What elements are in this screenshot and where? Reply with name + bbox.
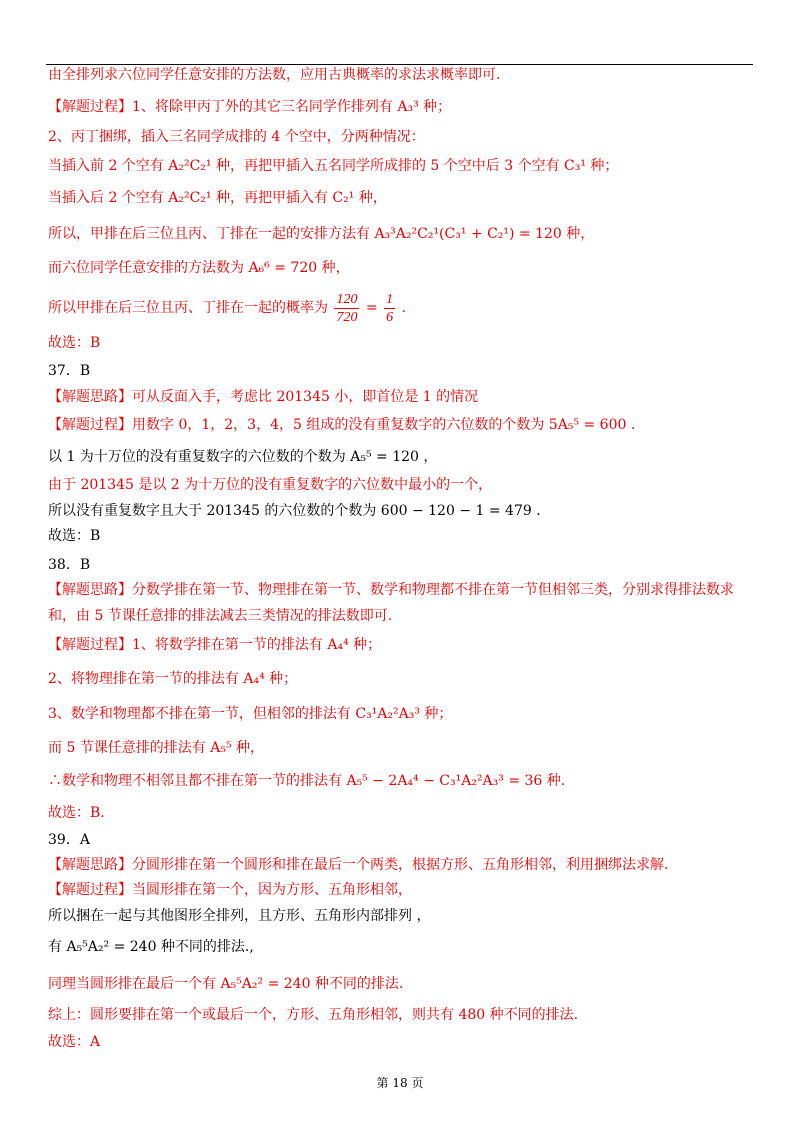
- text-line-32: 综上：圆形要排在第一个或最后一个，方形、五角形相邻，则共有 480 种不同的排法.: [48, 1007, 579, 1023]
- equals-sign: =: [365, 300, 378, 316]
- text-line-19: 和，由 5 节课任意排的排法减去三类情况的排法数即可.: [48, 608, 393, 624]
- text-line-29: 所以捆在一起与其他图形全排列，且方形、五角形内部排列 ，: [48, 908, 431, 924]
- fraction-numerator: 120: [336, 291, 358, 307]
- text-line-24: ∴数学和物理不相邻且都不排在第一节的排法有 A₅⁵ − 2A₄⁴ − C₃¹A₂²A₃³ = 36 种.: [48, 773, 566, 789]
- question-37: 37．B: [48, 363, 91, 379]
- text-line-31: 同理当圆形排在最后一个有 A₅⁵A₂² = 240 种不同的排法.: [48, 976, 404, 992]
- text-line-5: 当插入后 2 个空有 A₂²C₂¹ 种，再把甲插入有 C₂¹ 种，: [48, 190, 387, 206]
- text-line-6: 所以，甲排在后三位且丙、丁排在一起的安排方法有 A₃³A₂²C₂¹(C₃¹ + C₂¹) = 120 种，: [48, 226, 595, 242]
- text-line-27: 【解题思路】分圆形排在第一个圆形和排在最后一个两类，根据方形、五角形相邻，利用捆绑法求解.: [48, 857, 669, 873]
- probability-line: [48, 290, 406, 326]
- text-line-21: 2、将物理排在第一节的排法有 A₄⁴ 种；: [48, 671, 298, 687]
- text-line-20: 【解题过程】1、将数学排在第一节的排法有 A₄⁴ 种；: [48, 637, 382, 653]
- text-line-18: 【解题思路】分数学排在第一节、物理排在第一节、数学和物理都不排在第一节但相邻三类，分别求得排法数求: [48, 582, 734, 598]
- text-line-13: 以 1 为十万位的没有重复数字的六位数的个数为 A₅⁵ = 120 ，: [48, 449, 438, 465]
- page-number: 第 18 页: [376, 1076, 424, 1090]
- text-line-30: 有 A₅⁵A₂² = 240 种不同的排法.,: [48, 939, 254, 955]
- text-line-25: 故选：B.: [48, 805, 105, 821]
- question-39: 39．A: [48, 832, 90, 848]
- probability-text: 所以甲排在后三位且丙、丁排在一起的概率为: [48, 300, 328, 316]
- text-line-3: 2、丙丁捆绑，插入三名同学成排的 4 个空中，分两种情况：: [48, 129, 425, 145]
- text-line-23: 而 5 节课任意排的排法有 A₅⁵ 种，: [48, 740, 265, 756]
- fraction-numerator-2: 1: [386, 291, 394, 307]
- text-line-28: 【解题过程】当圆形排在第一个，因为方形、五角形相邻，: [48, 882, 412, 898]
- text-line-33: 故选：A: [48, 1034, 101, 1050]
- fraction-denominator: 720: [336, 309, 358, 325]
- fraction-120-720: [334, 291, 359, 326]
- fraction-denominator-2: 6: [386, 309, 394, 325]
- period: .: [401, 300, 406, 316]
- text-line-16: 故选：B: [48, 528, 101, 544]
- text-line-4: 当插入前 2 个空有 A₂²C₂¹ 种，再把甲插入五名同学所成排的 5 个空中后 3 个空有 C₃¹ 种；: [48, 158, 619, 174]
- text-line-2: 【解题过程】1、将除甲丙丁外的其它三名同学作排列有 A₃³ 种；: [48, 99, 452, 115]
- text-line-15: 所以没有重复数字且大于 201345 的六位数的个数为 600 − 120 − 1 = 479 .: [48, 503, 541, 519]
- question-38: 38．B: [48, 557, 91, 573]
- text-line-1: 由全排列求六位同学任意安排的方法数，应用古典概率的求法求概率即可.: [48, 67, 501, 83]
- text-line-9: 故选：B: [48, 335, 101, 351]
- text-line-11: 【解题思路】可从反面入手，考虑比 201345 小，即首位是 1 的情况: [48, 389, 479, 405]
- fraction-1-6: [384, 291, 395, 326]
- text-line-7: 而六位同学任意安排的方法数为 A₆⁶ = 720 种，: [48, 260, 350, 276]
- text-line-22: 3、数学和物理都不排在第一节，但相邻的排法有 C₃¹A₂²A₃³ 种；: [48, 706, 453, 722]
- text-line-14: 由于 201345 是以 2 为十万位的没有重复数字的六位数中最小的一个，: [48, 477, 493, 493]
- text-line-12: 【解题过程】用数字 0，1，2，3，4，5 组成的没有重复数字的六位数的个数为 5A₅⁵ = 600 .: [48, 417, 636, 433]
